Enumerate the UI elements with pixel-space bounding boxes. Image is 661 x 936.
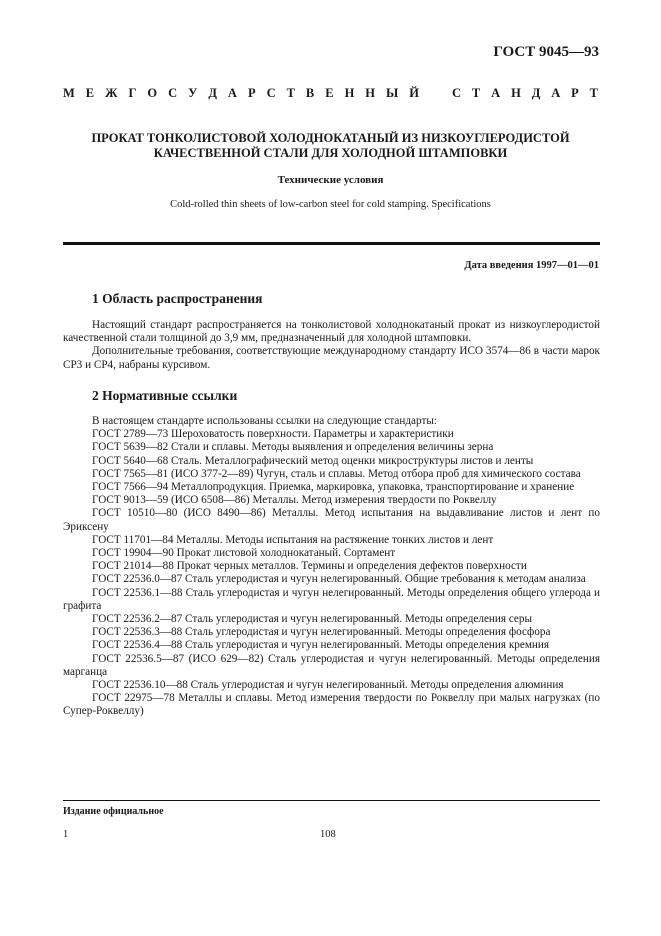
- document-title: [63, 131, 598, 161]
- banner-letter: Н: [511, 86, 521, 100]
- official-edition-note: Издание официальное: [63, 806, 164, 817]
- reference-item: ГОСТ 19904—90 Прокат листовой холоднокатаный. Сортамент: [92, 547, 396, 560]
- banner-letter: С: [266, 86, 276, 100]
- reference-item: ГОСТ 21014—88 Прокат черных металлов. Термины и определения дефектов поверхности: [92, 560, 527, 573]
- introduction-date: Дата введения 1997—01—01: [464, 260, 599, 271]
- reference-item: ГОСТ 22536.4—88 Сталь углеродистая и чугун нелегированный. Методы определения кремния: [92, 639, 550, 652]
- reference-item: ГОСТ 22536.2—87 Сталь углеродистая и чугун нелегированный. Методы определения серы: [92, 613, 533, 626]
- section-2-intro: В настоящем стандарте использованы ссылки на следующие стандарты:: [92, 415, 437, 427]
- section-2-body: [63, 415, 600, 719]
- page-number: 108: [320, 829, 336, 840]
- banner-letter: Г: [128, 86, 137, 100]
- section-1-paragraph: Настоящий стандарт распространяется на тонколистовой холоднокатаный прокат из низкоуглеродистой качественной стали толщиной до 3,9 мм, предназначенный для холодной штамповки.: [63, 319, 600, 345]
- reference-item: ГОСТ 7565—81 (ИСО 377-2—89) Чугун, сталь и сплавы. Метод отбора проб для химического состава: [92, 467, 581, 480]
- banner-letter: О: [147, 86, 158, 100]
- banner-letter: А: [227, 86, 237, 100]
- reference-item: ГОСТ 22536.1—88 Сталь углеродистая и чугун нелегированный. Методы определения общего углерода и графита: [63, 586, 600, 612]
- banner-letter: А: [491, 86, 501, 100]
- banner-letter: Ж: [105, 86, 118, 100]
- banner-letter: Р: [571, 86, 579, 100]
- banner-letter: Т: [286, 86, 295, 100]
- banner-letter: Й: [409, 86, 419, 100]
- banner-letter: Д: [531, 86, 541, 100]
- section-1-heading: 1 Область распространения: [92, 291, 263, 306]
- interstate-standard-banner: [63, 86, 598, 101]
- section-1-paragraph: Дополнительные требования, соответствующие международному стандарту ИСО 3574—86 в части марок СР3 и СР4, набраны курсивом.: [63, 345, 600, 371]
- reference-item: ГОСТ 7566—94 Металлопродукция. Приемка, маркировка, упаковка, транспортирование и хранение: [92, 481, 575, 494]
- banner-letter: Е: [85, 86, 95, 100]
- banner-letter: Е: [325, 86, 334, 100]
- reference-item: ГОСТ 22975—78 Металлы и сплавы. Метод измерения твердости по Роквеллу при малых нагрузках (по Супер-Роквеллу): [63, 692, 600, 718]
- reference-item: ГОСТ 22536.3—88 Сталь углеродистая и чугун нелегированный. Методы определения фосфора: [92, 626, 551, 639]
- reference-item: ГОСТ 10510—80 (ИСО 8490—86) Металлы. Метод испытания на выдавливание листов и лент по Эриксену: [63, 507, 600, 533]
- reference-item: ГОСТ 5640—68 Сталь. Металлографический метод оценки микроструктуры листов и ленты: [92, 454, 534, 467]
- banner-letter: С: [452, 86, 462, 100]
- reference-item: ГОСТ 5639—82 Стали и сплавы. Методы выявления и определения величины зерна: [92, 441, 494, 454]
- reference-item: ГОСТ 22536.10—88 Сталь углеродистая и чугун нелегированный. Методы определения алюминия: [92, 679, 564, 692]
- document-subtitle: Технические условия: [277, 174, 384, 186]
- banner-letter: Т: [471, 86, 481, 100]
- title-line-2: КАЧЕСТВЕННОЙ СТАЛИ ДЛЯ ХОЛОДНОЙ ШТАМПОВКИ: [153, 146, 508, 160]
- banner-letter: Д: [208, 86, 217, 100]
- banner-letter: Н: [365, 86, 376, 100]
- header-divider: [63, 242, 600, 245]
- banner-letter: Т: [589, 86, 598, 100]
- reference-item: ГОСТ 9013—59 (ИСО 6508—86) Металлы. Метод измерения твердости по Роквеллу: [92, 494, 497, 507]
- banner-letter: А: [551, 86, 561, 100]
- section-2-heading: 2 Нормативные ссылки: [92, 388, 238, 403]
- reference-item: ГОСТ 11701—84 Металлы. Методы испытания на растяжение тонких листов и лент: [92, 533, 494, 546]
- banner-letter: Н: [344, 86, 355, 100]
- banner-letter: У: [188, 86, 198, 100]
- banner-letter: М: [63, 86, 75, 100]
- footer-left-number: 1: [63, 829, 69, 840]
- banner-letter: Р: [247, 86, 256, 100]
- reference-item: ГОСТ 2789—73 Шероховатость поверхности. Параметры и характеристики: [92, 428, 454, 441]
- standard-code: ГОСТ 9045—93: [493, 44, 599, 60]
- banner-letter: Ы: [386, 86, 399, 100]
- banner-letter: С: [168, 86, 178, 100]
- english-title: Cold-rolled thin sheets of low-carbon steel for cold stamping. Specifications: [170, 199, 491, 210]
- banner-word-interstate: [63, 86, 419, 101]
- reference-item: ГОСТ 22536.0—87 Сталь углеродистая и чугун нелегированный. Общие требования к методам анализа: [92, 573, 586, 586]
- footer-divider: [63, 800, 600, 801]
- banner-word-standard: [452, 86, 598, 101]
- section-1-body: [63, 319, 600, 372]
- banner-letter: В: [305, 86, 315, 100]
- reference-item: ГОСТ 22536.5—87 (ИСО 629—82) Сталь углеродистая и чугун нелегированный. Методы определения марганца: [63, 652, 600, 678]
- title-line-1: ПРОКАТ ТОНКОЛИСТОВОЙ ХОЛОДНОКАТАНЫЙ ИЗ НИЗКОУГЛЕРОДИСТОЙ: [91, 131, 570, 145]
